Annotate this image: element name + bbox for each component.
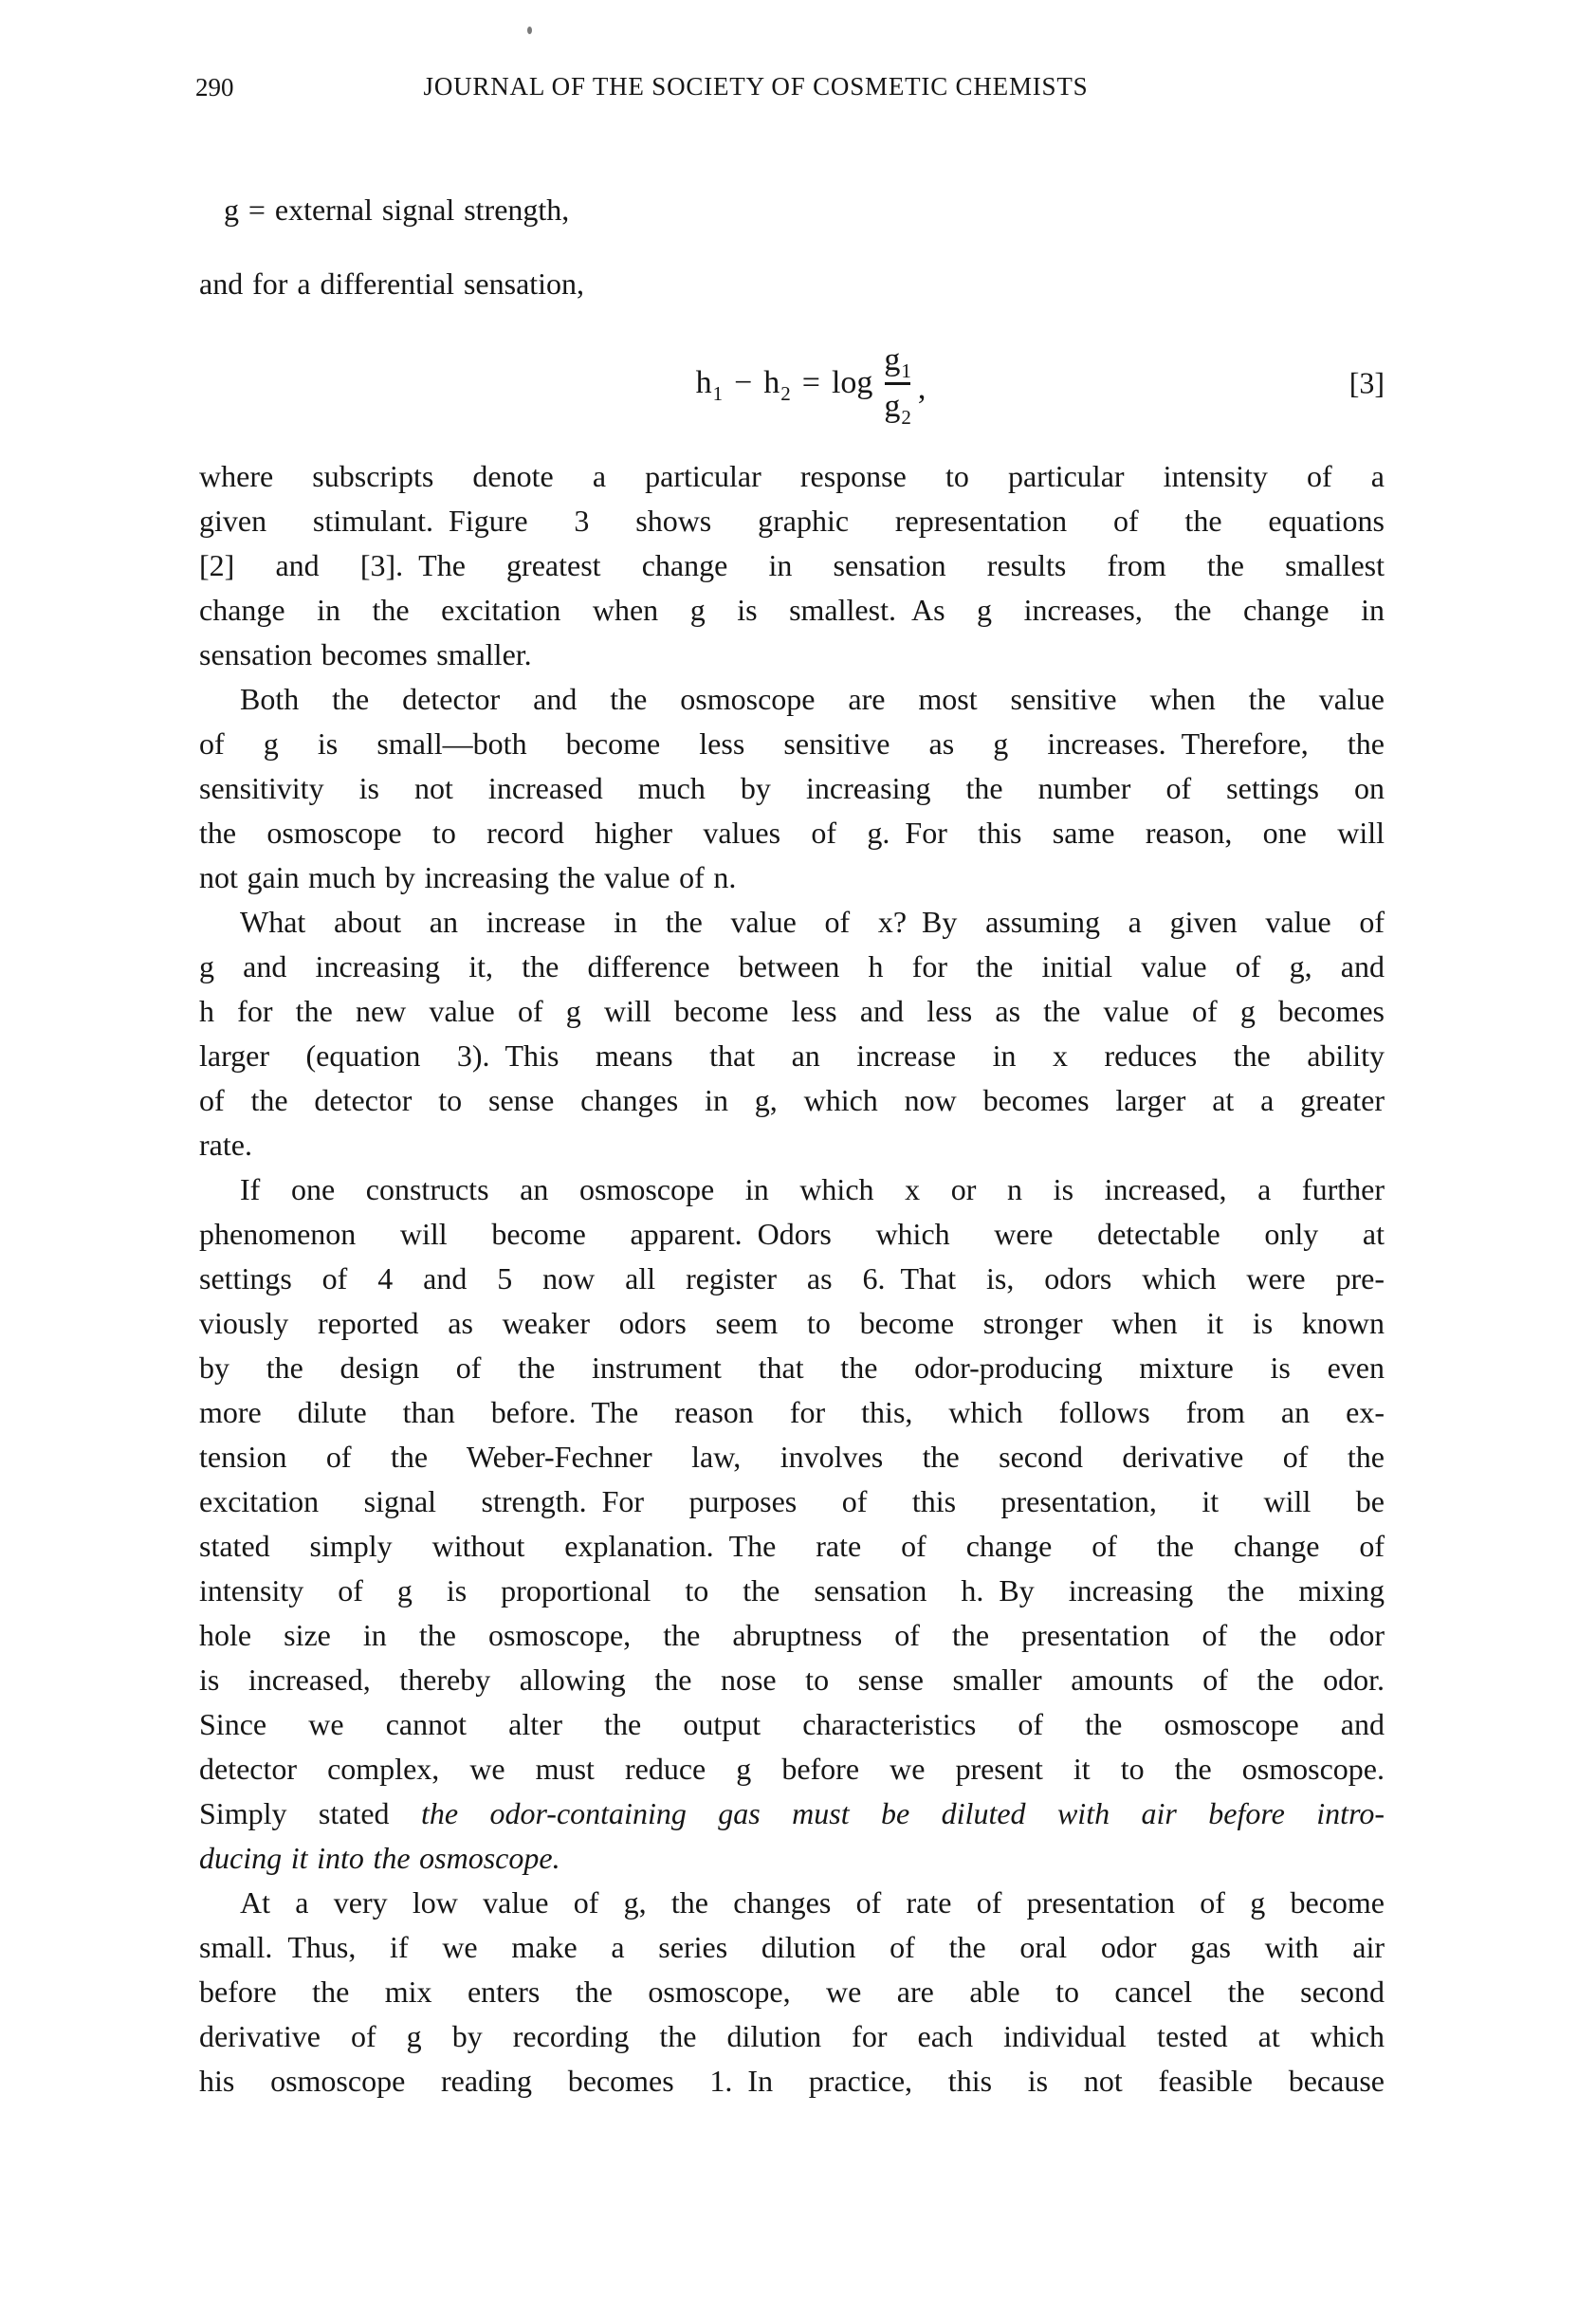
text-segment: derivative of g by recording the dilution for each individual tested at which — [199, 2019, 1385, 2053]
paragraph — [199, 1881, 1385, 2104]
text-line — [199, 1524, 1385, 1569]
h1-term — [695, 365, 724, 405]
text-segment: rate. — [199, 1128, 252, 1162]
paragraph — [199, 1167, 1385, 1881]
text-line — [199, 1791, 1385, 1836]
text-segment: sensitivity is not increased much by increasing the number of settings on — [199, 771, 1385, 805]
text-line — [199, 633, 1385, 677]
text-line — [199, 1569, 1385, 1613]
text-line — [199, 722, 1385, 766]
paragraph — [199, 677, 1385, 900]
text-segment: more dilute than before. The reason for this, which follows from an ex- — [199, 1395, 1385, 1429]
text-line — [199, 945, 1385, 989]
numerator-base: g — [884, 341, 901, 377]
h1-base: h — [695, 365, 712, 400]
text-segment: not gain much by increasing the value of n. — [199, 860, 737, 894]
text-line — [199, 1925, 1385, 1970]
text-line — [199, 588, 1385, 633]
text-segment: by the design of the instrument that the odor-producing mixture is even — [199, 1350, 1385, 1385]
text-line — [199, 1078, 1385, 1123]
text-segment: stated simply without explanation. The rate of change of the change of — [199, 1529, 1385, 1563]
leadin-line: and for a differential sensation, — [199, 266, 585, 301]
text-segment: Simply stated — [199, 1796, 421, 1830]
text-line — [199, 1836, 1385, 1881]
text-line — [199, 1881, 1385, 1925]
text-line — [199, 1390, 1385, 1435]
text-segment: small. Thus, if we make a series dilution of the oral odor gas with air — [199, 1930, 1385, 1964]
text-line — [199, 1346, 1385, 1390]
text-segment: of the detector to sense changes in g, which now becomes larger at a greater — [199, 1083, 1385, 1117]
page-header — [195, 72, 1385, 104]
denominator-base: g — [884, 388, 901, 424]
equation-comma: , — [917, 371, 926, 406]
equals-sign: = — [801, 365, 820, 400]
text-line — [199, 1257, 1385, 1301]
text-line — [199, 1479, 1385, 1524]
text-segment: tension of the Weber-Fechner law, involves the second derivative of the — [199, 1440, 1385, 1474]
body-text — [199, 454, 1385, 2104]
text-segment: where subscripts denote a particular response to particular intensity of a — [199, 459, 1385, 493]
text-line — [199, 454, 1385, 499]
text-line — [199, 1658, 1385, 1702]
paragraph — [199, 454, 1385, 677]
h2-subscript: 2 — [780, 382, 791, 405]
text-segment: If one constructs an osmoscope in which x or n is increased, a further — [240, 1172, 1385, 1206]
equation-number: [3] — [1348, 365, 1385, 400]
text-line — [199, 1212, 1385, 1257]
text-line — [199, 1167, 1385, 1212]
text-line — [199, 1034, 1385, 1078]
text-line — [199, 2059, 1385, 2104]
text-segment: larger (equation 3). This means that an increase in x reduces the ability — [199, 1038, 1385, 1073]
text-segment: before the mix enters the osmoscope, we are able to cancel the second — [199, 1975, 1385, 2009]
text-segment: settings of 4 and 5 now all register as 6. That is, odors which were pre- — [199, 1261, 1385, 1295]
text-line — [199, 989, 1385, 1034]
text-segment: detector complex, we must reduce g before we present it to the osmoscope. — [199, 1752, 1385, 1786]
text-segment: g and increasing it, the difference between h for the initial value of g, and — [199, 949, 1385, 983]
h1-subscript: 1 — [712, 382, 724, 405]
text-segment: intensity of g is proportional to the sensation h. By increasing the mixing — [199, 1573, 1385, 1608]
text-segment: excitation signal strength. For purposes of this presentation, it will be — [199, 1484, 1385, 1518]
text-line — [199, 543, 1385, 588]
italic-text-segment: the odor-containing gas must be diluted with air before intro- — [420, 1796, 1385, 1830]
text-line — [199, 766, 1385, 811]
equation-3 — [199, 326, 1385, 440]
minus-sign: − — [734, 365, 753, 400]
text-line — [199, 1970, 1385, 2014]
text-segment: Both the detector and the osmoscope are most sensitive when the value — [240, 682, 1385, 716]
fraction — [884, 341, 911, 429]
text-segment: What about an increase in the value of x? By assuming a given value of — [240, 905, 1385, 939]
definition-line: g = external signal strength, — [224, 193, 570, 227]
text-segment: h for the new value of g will become less and less as the value of g becomes — [199, 994, 1385, 1028]
text-line — [199, 1747, 1385, 1791]
text-segment: of g is small—both become less sensitive as g increases. Therefore, the — [199, 726, 1385, 761]
text-segment: the osmoscope to record higher values of g. For this same reason, one will — [199, 816, 1385, 850]
text-line — [199, 1435, 1385, 1479]
text-line — [199, 1123, 1385, 1167]
text-line — [199, 499, 1385, 543]
text-line — [199, 677, 1385, 722]
fraction-bar — [885, 382, 910, 385]
text-segment: is increased, thereby allowing the nose to sense smaller amounts of the odor. — [199, 1663, 1385, 1697]
h2-base: h — [763, 365, 780, 400]
text-segment: [2] and [3]. The greatest change in sensation results from the smallest — [199, 548, 1385, 582]
fraction-numerator — [884, 341, 911, 382]
text-segment: sensation becomes smaller. — [199, 637, 532, 671]
fraction-denominator — [884, 388, 911, 429]
journal-title: JOURNAL OF THE SOCIETY OF COSMETIC CHEMISTS — [423, 72, 1089, 101]
page-number: 290 — [195, 73, 234, 101]
text-segment: given stimulant. Figure 3 shows graphic representation of the equations — [199, 504, 1385, 538]
text-line — [199, 2014, 1385, 2059]
text-segment: viously reported as weaker odors seem to become stronger when it is known — [199, 1306, 1385, 1340]
text-segment: change in the excitation when g is smallest. As g increases, the change in — [199, 593, 1385, 627]
numerator-subscript: 1 — [901, 358, 911, 382]
text-segment: At a very low value of g, the changes of rate of presentation of g become — [240, 1885, 1385, 1920]
text-segment: Since we cannot alter the output characteristics of the osmoscope and — [199, 1707, 1385, 1741]
log-operator: log — [831, 365, 873, 400]
text-segment: hole size in the osmoscope, the abruptness of the presentation of the odor — [199, 1618, 1385, 1652]
text-line — [199, 811, 1385, 855]
italic-text-segment: ducing it into the osmoscope. — [199, 1841, 560, 1875]
text-line — [199, 1301, 1385, 1346]
paragraph — [199, 900, 1385, 1167]
denominator-subscript: 2 — [901, 405, 911, 429]
text-line — [199, 900, 1385, 945]
scan-speck — [527, 27, 532, 34]
h2-term — [763, 365, 791, 405]
text-segment: his osmoscope reading becomes 1. In practice, this is not feasible because — [199, 2064, 1385, 2098]
equation-expression — [218, 326, 1403, 440]
text-line — [199, 1702, 1385, 1747]
text-line — [199, 1613, 1385, 1658]
text-line — [199, 855, 1385, 900]
text-segment: phenomenon will become apparent. Odors which were detectable only at — [199, 1217, 1385, 1251]
